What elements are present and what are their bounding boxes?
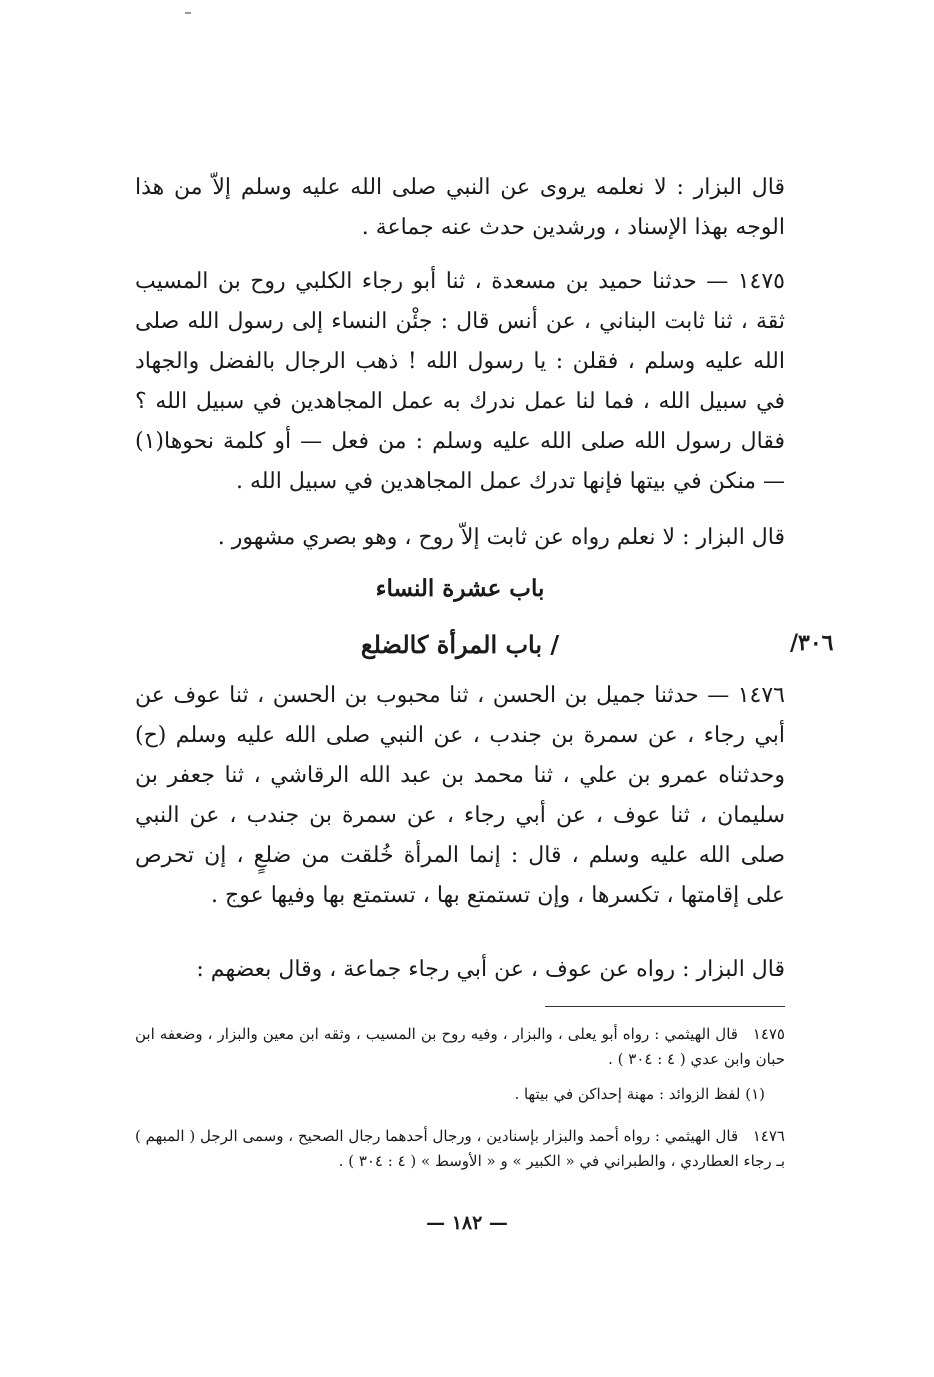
footnote-1: (١) لفظ الزوائد : مهنة إحداكن في بيتها . (514, 1085, 765, 1103)
scan-speck (185, 12, 191, 14)
hadith-1476: ١٤٧٦ — حدثنا جميل بن الحسن ، ثنا محبوب بن الحسن ، ثنا عوف عن أبي رجاء ، عن سمرة بن جندب ، عن النبي صلى الله عليه وسلم (ح) وحدثناه عمرو بن علي ، ثنا محمد بن عبد الله الرقاشي ، ثنا جعفر بن سليمان ، ثنا عوف ، عن أبي رجاء ، عن سمرة بن جندب ، عن النبي صلى الله عليه وسلم ، قال : إنما المرأة خُلقت من ضلعٍ ، إن تحرص على إقامتها ، تكسرها ، وإن تستمتع بها ، تستمتع بها وفيها عوج . (135, 683, 785, 908)
footnote-number: ١٤٧٦ (752, 1127, 785, 1145)
bazzar-comment-1476: قال البزار : رواه عن عوف ، عن أبي رجاء جماعة ، وقال بعضهم : (196, 957, 785, 982)
intro-paragraph: قال البزار : لا نعلمه يروى عن النبي صلى الله عليه وسلم إلاّ من هذا الوجه بهذا الإسناد ، ورشدين حدث عنه جماعة . (135, 175, 785, 240)
footnote-divider (545, 1006, 785, 1007)
footnote-1475 (135, 1022, 785, 1072)
footnote-1476 (135, 1124, 785, 1174)
bazzar-comment-1475: قال البزار : لا نعلم رواه عن ثابت إلاّ روح ، وهو بصري مشهور . (217, 525, 785, 550)
footnote-text: قال الهيثمي : رواه أبو يعلى ، والبزار ، وفيه روح بن المسيب ، وثقه ابن معين والبزار ، وضعفه ابن حبان وابن عدي ( ٤ : ٣٠٤ ) . (135, 1025, 785, 1068)
footnote-number: ١٤٧٥ (752, 1025, 785, 1043)
page-number: — ١٨٢ — (426, 1212, 508, 1234)
margin-reference: ٣٠٦/ (790, 630, 834, 656)
subchapter-heading: / باب المرأة كالضلع (360, 630, 560, 659)
chapter-heading: باب عشرة النساء (375, 575, 545, 602)
hadith-1475: ١٤٧٥ — حدثنا حميد بن مسعدة ، ثنا أبو رجاء الكلبي روح بن المسيب ثقة ، ثنا ثابت البناني ، عن أنس قال : جئْن النساء إلى رسول الله صلى الله عليه وسلم ، فقلن : يا رسول الله ! ذهب الرجال بالفضل والجهاد في سبيل الله ، فما لنا عمل ندرك به عمل المجاهدين في سبيل الله ؟ فقال رسول الله صلى الله عليه وسلم : من فعل — أو كلمة نحوها(١) — منكن في بيتها فإنها تدرك عمل المجاهدين في سبيل الله . (135, 269, 785, 494)
footnote-text: قال الهيثمي : رواه أحمد والبزار بإسنادين ، ورجال أحدهما رجال الصحيح ، وسمى الرجل ( المبهم ) بـ رجاء العطاردي ، والطبراني في « الكبير » و « الأوسط » ( ٤ : ٣٠٤ ) . (135, 1127, 785, 1170)
